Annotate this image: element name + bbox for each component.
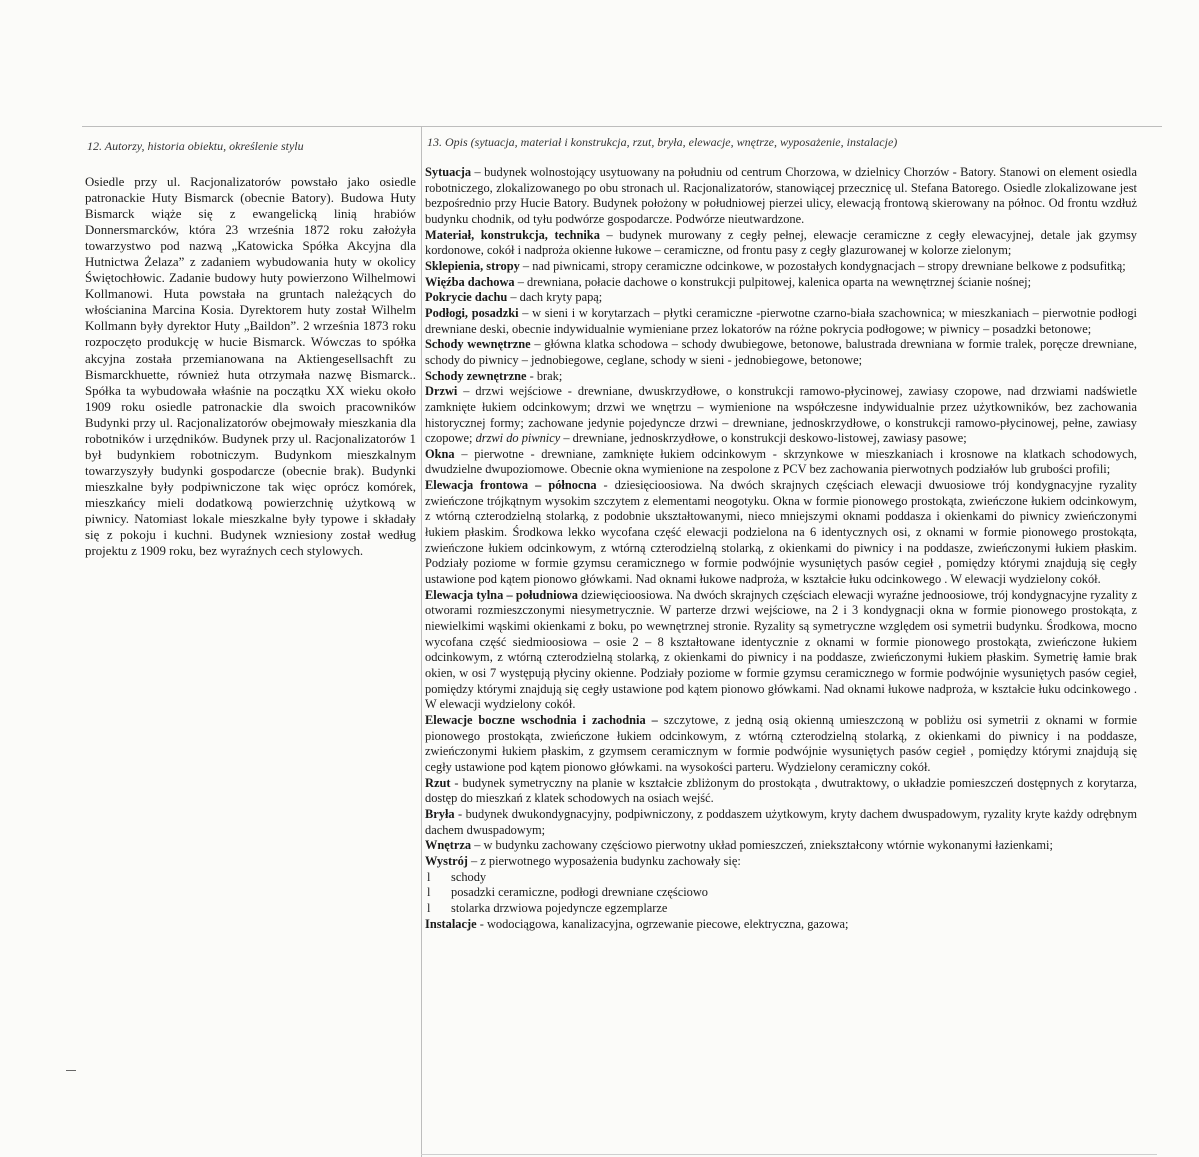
label-schody-zewnetrzne: Schody zewnętrzne <box>425 368 527 383</box>
text-schody-zewnetrzne: - brak; <box>526 368 563 383</box>
margin-mark <box>66 1070 76 1071</box>
label-wystroj: Wystrój <box>425 853 468 868</box>
label-elewacja-frontowa: Elewacja frontowa – północna <box>425 478 597 493</box>
text-sytuacja: – budynek wolnostojący usytuowany na południu od centrum Chorzowa, w dzielnicy Chorzów - Batory. Stanowi on element osiedla robotniczego, zlokalizowanego po obu stronach ul. Racjonalizatorów, stanowiącej przecznicę ul. Stefana Batorego. Osiedle zlokalizowane jest bezpośrednio przy Hucie Batory. Budynek położony w południowej pierzei ulicy, elewacją frontową skierowany na północ. Od frontu wzdłuż budynku chodnik, od tyłu podwórze gospodarcze. Podwórze nieutwardzone. <box>425 165 1137 226</box>
list-item <box>425 885 1137 901</box>
wystroj-list <box>425 870 1137 917</box>
label-instalacje: Instalacje <box>425 916 477 931</box>
bullet-mark: l <box>427 869 431 884</box>
label-okna: Okna <box>425 446 455 461</box>
text-pokrycie: – dach kryty papą; <box>507 290 603 305</box>
text-elewacja-tylna: dziewięcioosiowa. Na dwóch skrajnych częściach elewacji wyraźne jednoosiowe, trój kondygnacyjne ryzality z otworami rozmieszczonymi niesymetrycznie. W parterze drzwi wejściowe, na 2 i 3 kondygnacji okna w formie pionowego prostokąta, z niewielkimi wąskimi okienkami z boku, po wewnętrznej stronie. Ryzality są symetryczne względem osi symetrii budynku. Środkowa, mocno wycofana część siedmioosiowa – osie 2 – 8 kształtowane identycznie z oknami w formie pionowego prostokąta, zwieńczone łukiem odcinkowym, z wtórną czterodzielną stolarką, z okienkami do piwnicy i na poddasze, zwieńczonymi łukiem płaskim. Symetrię łamie brak okien, w osi 7 występują płyciny okienne. Podziały poziome w formie gzymsu ceramicznego w formie podwójnie wysuniętych pasów cegieł, pomiędzy którymi znajdują się cegły ustawione pod kątem pionowo główkami. Nad oknami łukowe nadproża, w kształcie łuku odcinkowego . W elewacji wydzielony cokół. <box>425 587 1137 712</box>
text-drzwi-1: – drzwi wejściowe - drewniane, dwuskrzydłowe, o konstrukcji ramowo-płycinowej, zawiasy czopowe, nad drzwiami nadświetle zamknięte łukiem odcinkowym; drzwi we wnętrzu – wymienione na współczesne indywidualnie przez użytkowników, bez zachowania historycznej formy; zachowane jedynie pojedyncze drzwi – drewniane, jednoskrzydłowe, o konstrukcji ramowo-płycinowej, pełne, zawiasy czopowe; <box>425 384 1137 446</box>
text-schody-wewnetrzne: – główna klatka schodowa – schody dwubiegowe, betonowe, balustrada drewniana w formie tralek, poręcze drewniane, schody do piwnicy – jednobiegowe, ceglane, schody w sieni - jednobiegowe, betonowe; <box>425 337 1137 367</box>
label-sklepienia: Sklepienia, stropy <box>425 258 520 273</box>
paragraph-wnetrza <box>425 838 1137 854</box>
text-wiezba: – drewniana, połacie dachowe o konstrukcji pulpitowej, kalenica oparta na wewnętrznej ścianie nośnej; <box>514 274 1032 289</box>
label-rzut: Rzut <box>425 775 451 790</box>
description-body <box>425 165 1137 932</box>
list-item-text: posadzki ceramiczne, podłogi drewniane częściowo <box>451 885 708 900</box>
history-text: Osiedle przy ul. Racjonalizatorów powstało jako osiedle patronackie Huty Bismarck (obecnie Batory). Budowa Huty Bismarck wiąże się z ewangelicką linią hrabiów Donnersmarcków, która 23 września 1872 roku założyła towarzystwo pod nazwą „Katowicka Spółka Akcyjna dla Hutnictwa Żelaza” z zadaniem wybudowania huty w okolicy Świętochłowic. Zadanie budowy huty powierzono Wilhelmowi Kollmanowi. Huta powstała na gruntach należących do włościanina Marcina Kosia. Dyrektorem huty został Wilhelm Kollmann były dyrektor Huty „Baildon”. 2 września 1873 roku rozpoczęto produkcję w hucie Bismarck. Wówczas to spółka akcyjna została przemianowana na Aktiengesellsachft zu Bismarckhuette, również huta otrzymała nazwę Bismarck.. Spółka ta wybudowała właśnie na początku XX wieku około 1909 roku osiedle patronackie dla swoich pracowników Budynki przy ul. Racjonalizatorów obejmowały mieszkania dla robotników i urzędników. Budynek przy ul. Racjonalizatorów 1 był budynkiem robotniczym. Budynkom mieszkalnym towarzyszyły budynki gospodarcze (obecnie brak). Budynki mieszkalne były podpiwniczone tak więc oprócz komórek, mieszkańcy mieli dodatkową powierzchnię użytkową w piwnicy. Natomiast lokale mieszkalne były typowe i składały się z pokoju i kuchni. Budynek wzniesiony został według projektu z 1909 roku, bez wyraźnych cech stylowych. <box>85 175 416 559</box>
text-sklepienia: – nad piwnicami, stropy ceramiczne odcinkowe, w pozostałych kondygnacjach – stropy drewniane belkowe z podsufitką; <box>519 258 1126 273</box>
list-item <box>425 870 1137 886</box>
paragraph-elewacje-boczne <box>425 713 1137 776</box>
label-elewacje-boczne: Elewacje boczne wschodnia i zachodnia – <box>425 712 658 727</box>
paragraph-wiezba <box>425 275 1137 291</box>
label-pokrycie: Pokrycie dachu <box>425 290 508 305</box>
label-elewacja-tylna: Elewacja tylna – południowa <box>425 587 578 602</box>
text-instalacje: - wodociągowa, kanalizacyjna, ogrzewanie piecowe, elektryczna, gazowa; <box>476 916 849 931</box>
text-podlogi: – w sieni i w korytarzach – płytki ceramiczne -pierwotne czarno-biała szachownica; w mieszkaniach – pierwotnie podłogi drewniane deski, obecnie indywidualnie wymieniane przez lokatorów na różne pokrycia podłogowe; w piwnicy – posadzki betonowe; <box>425 305 1137 336</box>
label-schody-wewnetrzne: Schody wewnętrzne <box>425 337 531 352</box>
paragraph-podlogi <box>425 306 1137 337</box>
list-item <box>425 901 1137 917</box>
text-rzut: - budynek symetryczny na planie w kształcie zbliżonym do prostokąta , dwutraktowy, o układzie pomieszczeń dostępnych z korytarza, dostęp do mieszkań z klatek schodowych na osiach wejść. <box>425 775 1137 806</box>
text-elewacje-boczne: szczytowe, z jedną osią okienną umieszczoną w pobliżu osi symetrii z oknami w formie pionowego prostokąta, zwieńczone łukiem odcinkowym, z wtórną czterodzielną stolarką, z okienkami do piwnicy i na poddasze, zwieńczonymi łukiem płaskim, z gzymsem ceramicznym w formie podwójnie wysuniętych pasów cegieł , pomiędzy którymi znajdują się cegły ustawione pod kątem pionowo główkami. na wysokości parteru. Wydzielony ceramiczny cokół. <box>425 712 1137 774</box>
label-sytuacja: Sytuacja <box>425 165 472 179</box>
text-wystroj: – z pierwotnego wyposażenia budynku zachowały się: <box>467 853 741 868</box>
text-elewacja-frontowa: - dziesięcioosiowa. Na dwóch skrajnych częściach elewacji dwuosiowe trój kondygnacyjne ryzality zwieńczone trójkątnym wysokim szczytem z elementami neogotyku. Okna w formie pionowego prostokąta, zwieńczone łukiem odcinkowym, z wtórną czterodzielną stolarką, z podobnie ukształtowanymi, nieco mniejszymi oknami poddasza i okienkami do piwnicy zwieńczonymi łukiem płaskim. Środkowa lekko wycofana część elewacji podzielona na 6 identycznych osi, z oknami w formie pionowego prostokąta, zwieńczone łukiem odcinkowym, z wtórną czterodzielną stolarką, z okienkami do piwnicy i na poddasze, zwieńczonymi łukiem płaskim. Podziały poziome w formie gzymsu ceramicznego w formie podwójnie wysuniętych pasów cegieł , pomiędzy którymi znajdują się cegły ustawione pod kątem pionowo główkami. Nad oknami łukowe nadproża, w kształcie łuku odcinkowego . W elewacji wydzielony cokół. <box>425 478 1137 587</box>
paragraph-elewacja-frontowa <box>425 478 1137 588</box>
label-wiezba: Więźba dachowa <box>425 274 515 289</box>
text-drzwi-piwnica: drzwi do piwnicy <box>475 431 561 446</box>
section-13-header: 13. Opis (sytuacja, materiał i konstrukcja, rzut, bryła, elewacje, wnętrze, wyposażenie, instalacje) <box>427 135 898 149</box>
label-material: Materiał, konstrukcja, technika <box>425 227 600 242</box>
list-item-text: stolarka drzwiowa pojedyncze egzemplarze <box>451 900 668 915</box>
label-podlogi: Podłogi, posadzki <box>425 305 519 320</box>
bullet-mark: l <box>427 885 431 900</box>
text-material: – budynek murowany z cegły pełnej, elewacje ceramiczne z cegły elewacyjnej, detale jak gzymsy kordonowe, cokół i nadproża okienne łukowe – ceramiczne, od frontu pasy z cegły glazurowanej w kolorze zielonym; <box>425 227 1137 258</box>
paragraph-okna <box>425 447 1137 478</box>
paragraph-sklepienia <box>425 259 1137 275</box>
paragraph-bryla <box>425 807 1137 838</box>
section-12-header: 12. Autorzy, historia obiektu, określenie stylu <box>87 139 304 153</box>
bullet-mark: l <box>427 900 431 915</box>
text-bryla: - budynek dwukondygnacyjny, podpiwniczony, z poddaszem użytkowym, kryty dachem dwuspadowym, ryzality kryte każdy odrębnym dachem dwuspadowym; <box>425 806 1137 837</box>
column-divider <box>421 126 422 1157</box>
label-bryla: Bryła <box>425 806 455 821</box>
paragraph-wystroj <box>425 854 1137 870</box>
paragraph-pokrycie <box>425 290 1137 306</box>
paragraph-instalacje <box>425 917 1137 933</box>
table-bottom-border <box>421 1154 1157 1155</box>
paragraph-sytuacja <box>425 165 1137 228</box>
label-wnetrza: Wnętrza <box>425 838 472 853</box>
paragraph-drzwi <box>425 384 1137 447</box>
paragraph-schody-zewnetrzne <box>425 369 1137 385</box>
paragraph-material <box>425 228 1137 259</box>
paragraph-rzut <box>425 776 1137 807</box>
text-wnetrza: – w budynku zachowany częściowo pierwotny układ pomieszczeń, zniekształcony wtórnie wykonanymi łazienkami; <box>471 838 1053 853</box>
text-okna: – pierwotne - drewniane, zamknięte łukiem odcinkowym - skrzynkowe w mieszkaniach i krosnowe na klatkach schodowych, dwudzielne dwupoziomowe. Obecnie okna wymienione na zespolone z PCV bez zachowania pierwotnych podziałów lub grubości profili; <box>425 446 1137 477</box>
label-drzwi: Drzwi <box>425 384 458 399</box>
text-drzwi-2: – drewniane, jednoskrzydłowe, o konstrukcji deskowo-listowej, zawiasy pasowe; <box>560 431 967 446</box>
paragraph-schody-wewnetrzne <box>425 337 1137 368</box>
table-top-border <box>82 126 1162 127</box>
paragraph-elewacja-tylna <box>425 588 1137 713</box>
list-item-text: schody <box>451 869 487 884</box>
